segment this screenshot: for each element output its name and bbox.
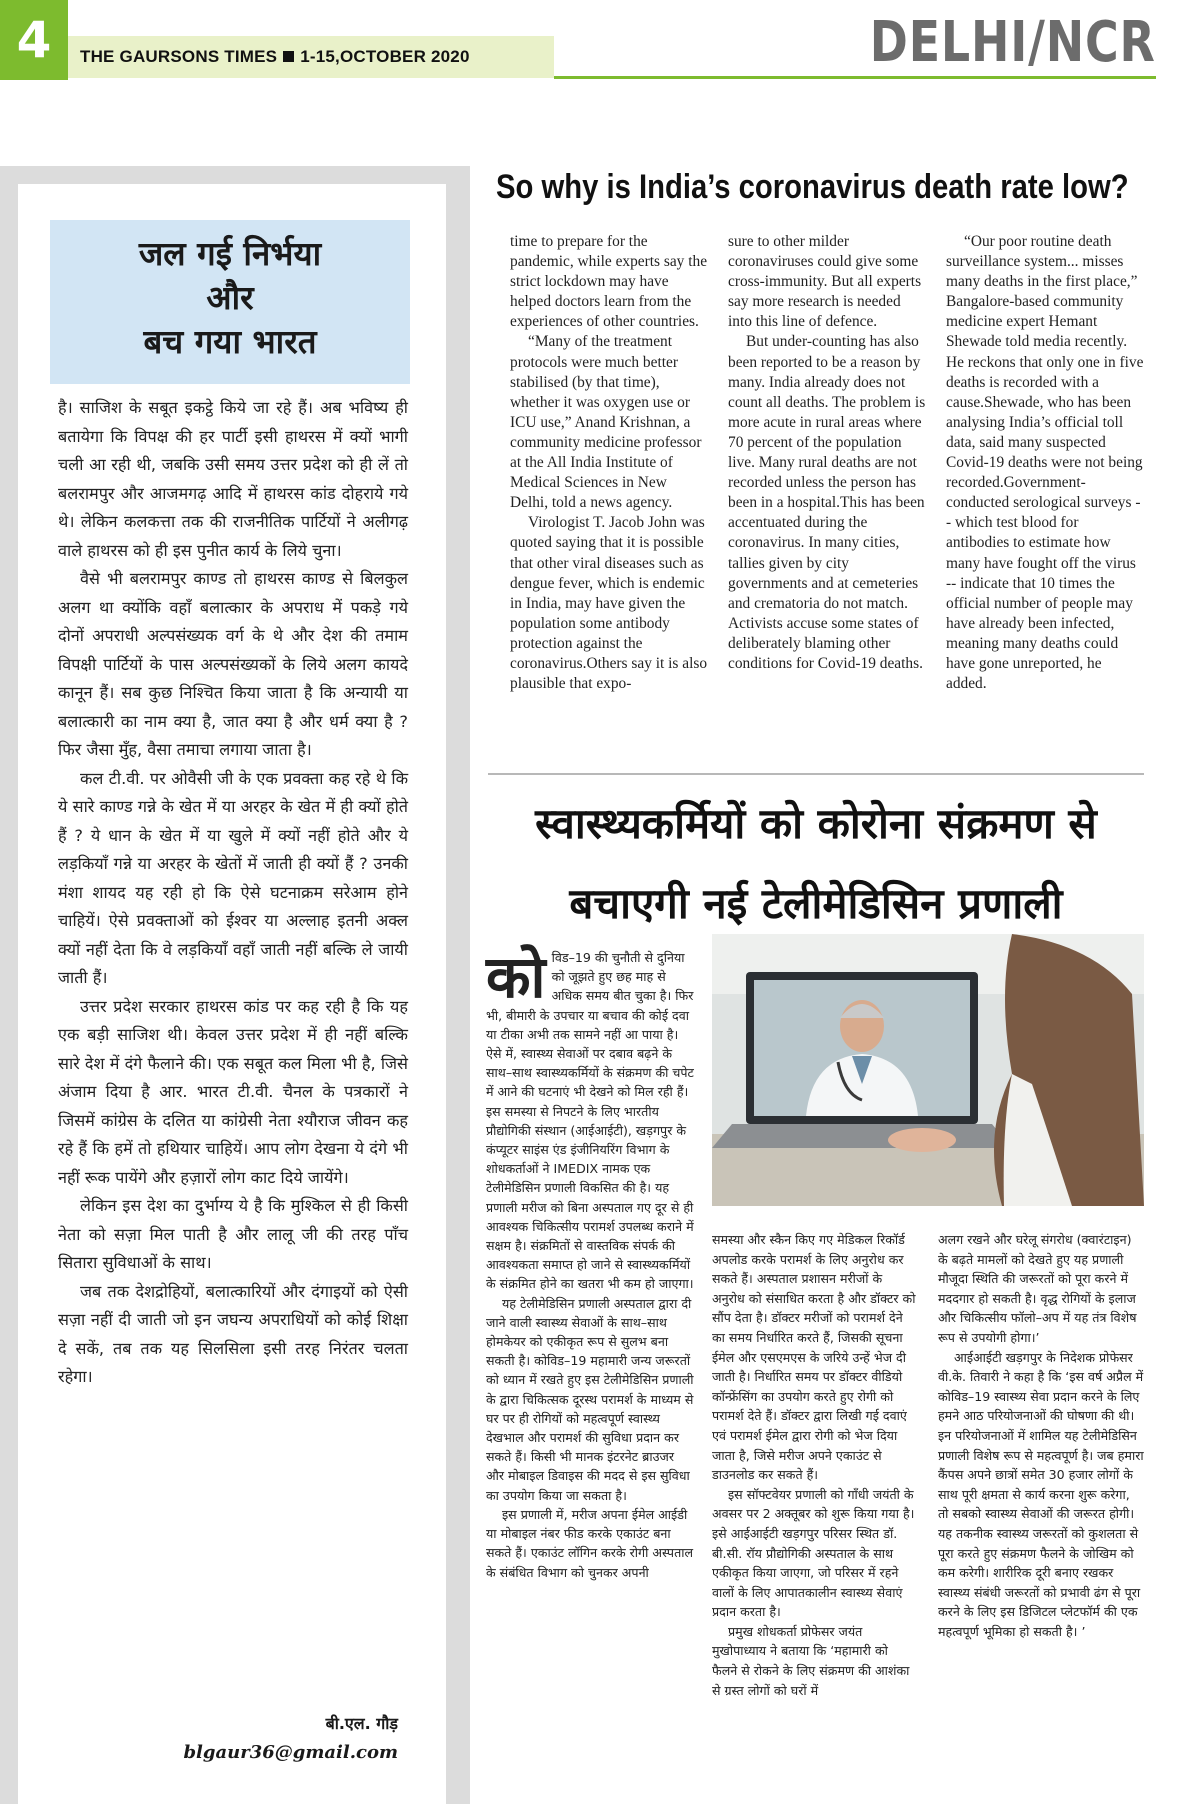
hindi-lead-paragraph <box>486 943 694 1294</box>
english-column-3 <box>946 232 1144 694</box>
hindi-headline-line: बचाएगी नई टेलीमेडिसिन प्रणाली <box>569 879 1063 928</box>
hindi-paragraph: इस सॉफ्टवेयर प्रणाली को गाँधी जयंती के अवसर पर 2 अक्तूबर को शुरू किया गया है। इसे आईआईटी खड़गपुर परिसर स्थित डॉ. बी.सी. रॉय प्रौद्योगिकी अस्पताल के साथ एकीकृत किया जाएगा, जो परिसर में रहने वालों के लिए आपातकालीन स्वास्थ्य सेवाएं प्रदान करता है। <box>712 1486 915 1620</box>
page-number: 4 <box>0 0 68 80</box>
opinion-panel <box>18 184 446 1804</box>
header-rule <box>554 76 1156 79</box>
english-headline: So why is India’s coronavirus death rate low? <box>496 168 1129 206</box>
square-bullet-icon <box>283 51 294 62</box>
opinion-email: blgaur36@gmail.com <box>183 1742 398 1763</box>
opinion-title-line: जल गई निर्भया <box>138 234 322 273</box>
hindi-headline <box>488 784 1144 944</box>
opinion-paragraph: वैसे भी बलरामपुर काण्ड तो हाथरस काण्ड से बिलकुल अलग था क्योंकि वहाँ बलात्कार के अपराध में पकड़े गये दोनों अपराधी अल्पसंख्यक वर्ग के थे और देश की तमाम विपक्षी पार्टियों के पास अल्पसंख्यकों के लिये अलग कायदे कानून हैं। सब कुछ निश्चित किया जाता है कि अन्यायी या बलात्कारी का नाम क्या है, जात क्या है और धर्म क्या है ? फिर जैसा मुँह, वैसा तमाचा लगाया जाता है। <box>58 569 408 759</box>
hindi-paragraph: यह टेलीमेडिसिन प्रणाली अस्पताल द्वारा दी जाने वाली स्वास्थ्य सेवाओं के साथ–साथ होमकेयर को एकीकृत रूप से सुलभ बना सकती है। कोविड–19 महामारी जन्य जरूरतों को ध्यान में रखते हुए इस टेलीमेडिसिन प्रणाली के द्वारा चिकित्सक दूरस्थ परामर्श के माध्यम से घर पर ही रोगियों को महत्वपूर्ण स्वास्थ्य देखभाल और परामर्श की सुविधा प्रदान कर सकते हैं। किसी भी मानक इंटरनेट ब्राउजर और मोबाइल डिवाइस की मदद से इस सुविधा का उपयोग किया जा सकता है। <box>486 1295 694 1503</box>
english-paragraph: “Many of the treatment protocols were much better stabilised (by that time), whether it was oxygen use or ICU use,” Anand Krishnan, a community medicine professor at the All India Institute of Medical Sciences in New Delhi, told a news agency. <box>510 333 702 512</box>
english-paragraph: But under-counting has also been reported to be a reason by many. India already does not count all deaths. The problem is more acute in rural areas where 70 percent of the population live. Many rural deaths are not recorded unless the person has been in a hospital.This has been accentuated during the coronavirus. In many cities, tallies given by city governments and at cemeteries and crematoria do not match. Activists accuse some states of deliberately blaming other conditions for Covid-19 deaths. <box>728 333 926 672</box>
english-column-1 <box>510 232 708 694</box>
masthead-bar <box>68 36 554 78</box>
hindi-paragraph: आईआईटी खड़गपुर के निदेशक प्रोफेसर वी.के. तिवारी ने कहा है कि ‘इस वर्ष अप्रैल में कोविड–19 स्वास्थ्य सेवा प्रदान करने के लिए हमने आठ परियोजनाओं की घोषणा की थी। इन परियोजनाओं में शामिल यह टेलीमेडिसिन प्रणाली विशेष रूप से महत्वपूर्ण है। जब हमारा कैंपस अपने छात्रों समेत 30 हजार लोगों के साथ पूरी क्षमता से कार्य करना शुरू करेगा, तो सबको स्वास्थ्य सेवाओं की जरूरत होगी। यह तकनीक स्वास्थ्य जरूरतों को कुशलता से पूरा करते हुए संक्रमण फैलने के जोखिम को कम करेगी। शारीरिक दूरी बनाए रखकर स्वास्थ्य संबंधी जरूरतों को प्रभावी ढंग से पूरा करने के लिए इस डिजिटल प्लेटफॉर्म की एक महत्वपूर्ण भूमिका हो सकती है। ’ <box>938 1349 1144 1639</box>
hindi-paragraph: अलग रखने और घरेलू संगरोध (क्वारंटाइन) के बढ़ते मामलों को देखते हुए यह प्रणाली मौजूदा स्थिति की जरूरतों को पूरा करने में मददगार हो सकती है। वृद्ध रोगियों के इलाज और चिकित्सीय फॉलो–अप में यह तंत्र विशेष रूप से उपयोगी होगा।’ <box>938 1232 1137 1345</box>
section-title: DELHI/NCR <box>870 10 1156 75</box>
hindi-paragraph: इस प्रणाली में, मरीज अपना ईमेल आईडी या मोबाइल नंबर फीड करके एकाउंट बना सकते हैं। एकाउंट लॉगिन करके रोगी अस्पताल के संबंधित विभाग को चुनकर अपनी <box>486 1506 694 1580</box>
english-column-2 <box>728 232 926 674</box>
english-paragraph: “Our poor routine death surveillance system... misses many deaths in the first place,” Bangalore-based community medicine expert Hemant Shewade told media recently. He reckons that only one in five deaths is recorded with a cause.Shewade, who has been analysing India’s official toll data, said many suspected Covid-19 deaths were not being recorded.Government-conducted serological surveys -- which test blood for antibodies to estimate how many have fought off the virus -- indicate that 10 times the official number of people may have already been infected, meaning many deaths could have gone unreported, he added. <box>946 233 1144 693</box>
hindi-paragraph: प्रमुख शोधकर्ता प्रोफेसर जयंत मुखोपाध्याय ने बताया कि ‘महामारी को फैलने से रोकने के लिए संक्रमण की आशंका से ग्रस्त लोगों को घरों में <box>712 1623 910 1698</box>
drop-cap: को <box>486 943 546 1011</box>
opinion-paragraph: कल टी.वी. पर ओवैसी जी के एक प्रवक्ता कह रहे थे कि ये सारे काण्ड गन्ने के खेत में या अरहर के खेत में ही क्यों होते हैं ? ये धान के खेत में या खुले में क्यों नहीं होते और ये लड़कियाँ गन्ने या अरहर के खेतों में जाती ही क्यों हैं ? उनकी मंशा शायद यह रही हो कि ऐसे घटनाक्रम सरेआम होने चाहियें। ऐसे प्रवक्ताओं को ईश्वर या अल्लाह इतनी अक्ल क्यों नहीं देता कि वे लड़कियाँ वहाँ जाती नहीं बल्कि ले जायी जाती हैं। <box>58 768 408 987</box>
section-divider <box>488 773 1144 775</box>
publication-name: THE GAURSONS TIMES <box>80 47 278 66</box>
opinion-paragraph: लेकिन इस देश का दुर्भाग्य ये है कि मुश्किल से ही किसी नेता को सज़ा मिल पाती है और लालू जी की तरह पाँच सितारा सुविधाओं के साथ। <box>58 1196 408 1272</box>
hindi-lead-text: विड–19 की चुनौती से दुनिया को जूझते हुए छह माह से अधिक समय बीत चुका है। फिर भी, बीमारी के उपचार या बचाव की कोई दवा या टीका अभी तक सामने नहीं आ पाया है। ऐसे में, स्वास्थ्य सेवाओं पर दबाव बढ़ने के साथ–साथ स्वास्थ्यकर्मियों के संक्रमण की चपेट में आने की घटनाएं भी देखने को मिल रही हैं। इस समस्या से निपटने के लिए भारतीय प्रौद्योगिकी संस्थान (आईआईटी), खड़गपुर के कंप्यूटर साइंस एंड इंजीनियरिंग विभाग के शोधकर्ताओं ने IMEDIX नामक एक टेलीमेडिसिन प्रणाली विकसित की है। यह प्रणाली मरीज को बिना अस्पताल गए दूर से ही आवश्यक चिकित्सीय परामर्श उपलब्ध कराने में सक्षम है। संक्रमितों से वास्तविक संपर्क की आवश्यकता समाप्त हो जाने से स्वास्थ्यकर्मियों के संक्रमित होने का खतरा भी कम हो जाएगा। <box>486 950 694 1292</box>
issue-date: 1-15,OCTOBER 2020 <box>300 47 470 66</box>
page-header <box>0 0 1200 80</box>
english-paragraph: time to prepare for the pandemic, while experts say the strict lockdown may have helped doctors learn from the experiences of other countries. <box>510 233 708 331</box>
hindi-paragraph: समस्या और स्कैन किए गए मेडिकल रिकॉर्ड अपलोड करके परामर्श के लिए अनुरोध कर सकते हैं। अस्पताल प्रशासन मरीजों के अनुरोध को संसाधित करता है और डॉक्टर को सौंप देता है। डॉक्टर मरीजों को परामर्श देने का समय निर्धारित करते हैं, जिसकी सूचना ईमेल और एसएमएस के जरिये उन्हें भेज दी जाती है। निर्धारित समय पर डॉक्टर वीडियो कॉन्फ्रेंसिंग का उपयोग करते हुए रोगी को परामर्श देते हैं। डॉक्टर द्वारा लिखी गई दवाएं एवं परामर्श ईमेल द्वारा रोगी को भेज दिया जाता है, जिसे मरीज अपने एकाउंट से डाउनलोड कर सकते हैं। <box>712 1232 916 1483</box>
opinion-title-line: बच गया भारत <box>143 322 317 361</box>
hindi-column-2 <box>712 1230 916 1700</box>
hindi-column-1 <box>486 943 694 1582</box>
hindi-headline-line: स्वास्थ्यकर्मियों को कोरोना संक्रमण से <box>535 799 1097 848</box>
opinion-title-line: और <box>206 278 254 317</box>
opinion-title-box <box>50 220 410 384</box>
english-paragraph: Virologist T. Jacob John was quoted saying that it is possible that other viral diseases such as dengue fever, which is endemic in India, may have given the population some antibody protection against the coronavirus.Others say it is also plausible that expo- <box>510 514 708 693</box>
hindi-column-3 <box>938 1230 1144 1641</box>
opinion-body <box>58 394 408 1392</box>
opinion-paragraph: है। साजिश के सबूत इकट्ठे किये जा रहे हैं। अब भविष्य ही बतायेगा कि विपक्ष की हर पार्टी इसी हाथरस में क्यों भागी चली आ रही थी, जबकि उसी समय उत्तर प्रदेश को ही लें तो बलरामपुर और आजमगढ़ आदि में हाथरस कांड दोहराये गये थे। लेकिन कलकत्ता तक की राजनीतिक पार्टियों ने अलीगढ़ वाले हाथरस को ही इस पुनीत कार्य के लिये चुना। <box>58 398 408 560</box>
telemedicine-illustration <box>712 934 1144 1206</box>
telemedicine-photo <box>712 934 1144 1206</box>
english-paragraph: sure to other milder coronaviruses could give some cross-immunity. But all experts say more research is needed into this line of defence. <box>728 233 922 331</box>
opinion-author: बी.एल. गौड़ <box>325 1714 398 1733</box>
opinion-paragraph: जब तक देशद्रोहियों, बलात्कारियों और दंगाइयों को ऐसी सज़ा नहीं दी जाती जो इन जघन्य अपराधियों को कोई शिक्षा दे सकें, तब तक यह सिलसिला इसी तरह निरंतर चलता रहेगा। <box>58 1281 408 1386</box>
opinion-paragraph: उत्तर प्रदेश सरकार हाथरस कांड पर कह रही है कि यह एक बड़ी साजिश थी। केवल उत्तर प्रदेश में ही नहीं बल्कि सारे देश में दंगे फैलाने की। एक सबूत कल मिला भी है, जिसे अंजाम दिया है आर. भारत टी.वी. चैनल के पत्रकारों ने जिसमें कांग्रेस के दलित या कांग्रेसी नेता श्यौराज जीवन कह रहे हैं कि हमें तो हथियार चाहियें। आप लोग देखना ये दंगे भी नहीं रूक पायेंगे और हज़ारों लोग काट दिये जायेंगे। <box>58 996 408 1187</box>
opinion-column <box>0 166 470 1804</box>
